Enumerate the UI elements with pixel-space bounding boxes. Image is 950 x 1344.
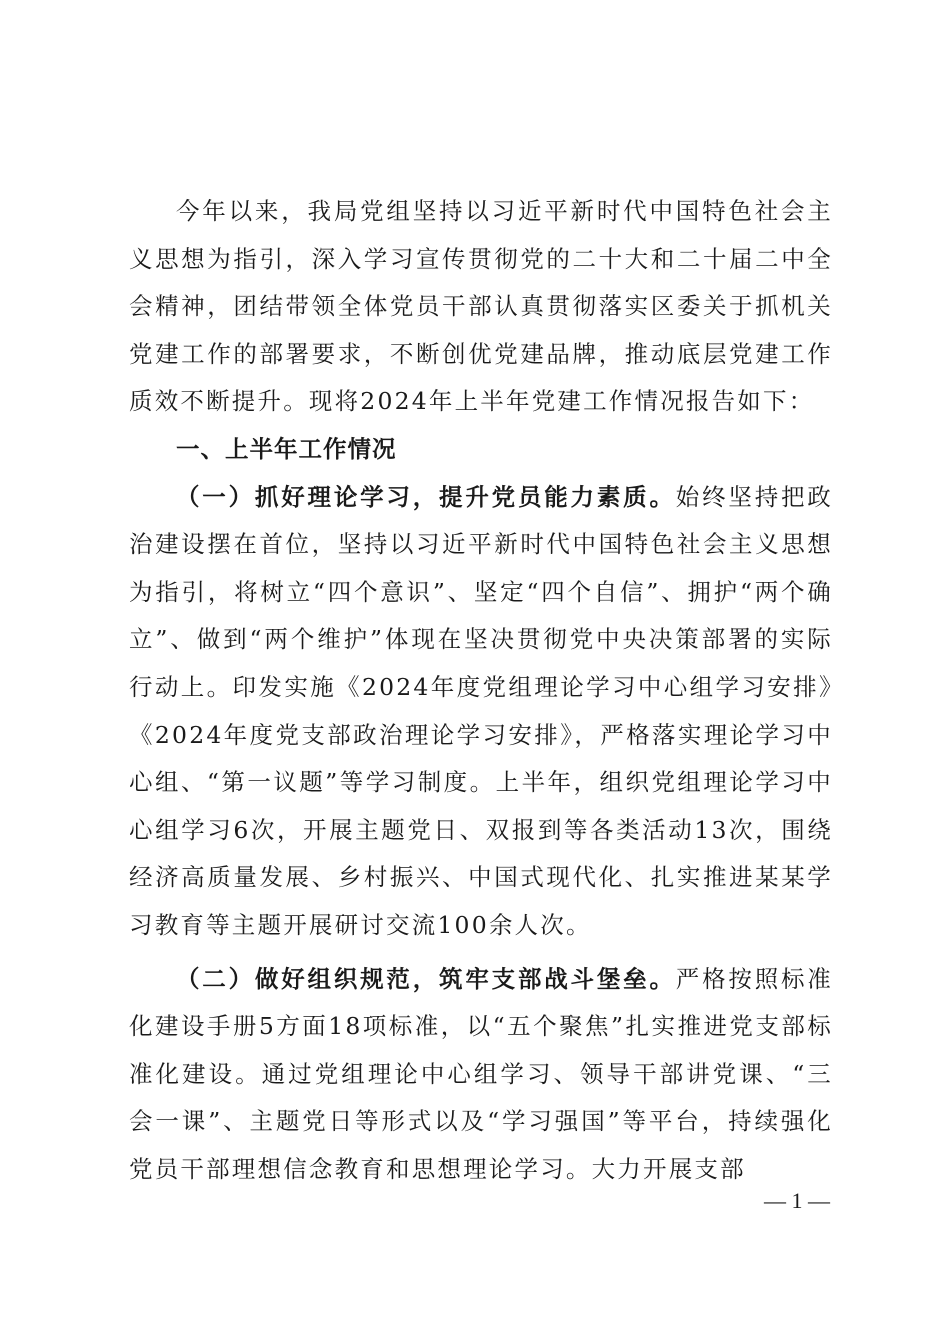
page-number: — 1 — [764,1188,830,1213]
item-1-paragraph [129,474,833,950]
item-2-body: 严格按照标准化建设手册5方面18项标准，以“五个聚焦”扎实推进党支部标准化建设。通过党组理论中心组学习、领导干部讲党课、“三会一课”、主题党日等形式以及“学习强国”等平台，持续强化党员干部理想信念教育和思想理论学习。大力开展支部 [129,964,833,1183]
item-1-lead: （一）抓好理论学习，提升党员能力素质。 [176,482,676,511]
document-body [129,188,833,1193]
item-2-lead: （二）做好组织规范，筑牢支部战斗堡垒。 [176,964,676,993]
intro-paragraph: 今年以来，我局党组坚持以习近平新时代中国特色社会主义思想为指引，深入学习宣传贯彻党的二十大和二十届二中全会精神，团结带领全体党员干部认真贯彻落实区委关于抓机关党建工作的部署要求，不断创优党建品牌，推动底层党建工作质效不断提升。现将2024年上半年党建工作情况报告如下： [129,197,833,416]
item-2-paragraph [129,956,833,1194]
section-heading: 一、上半年工作情况 [176,434,397,463]
item-1-body: 始终坚持把政治建设摆在首位，坚持以习近平新时代中国特色社会主义思想为指引，将树立“四个意识”、坚定“四个自信”、拥护“两个确立”、做到“两个维护”体现在坚决贯彻党中央决策部署的实际行动上。印发实施《2024年度党组理论学习中心组学习安排》《2024年度党支部政治理论学习安排》，严格落实理论学习中心组、“第一议题”等学习制度。上半年，组织党组理论学习中心组学习6次，开展主题党日、双报到等各类活动13次，围绕经济高质量发展、乡村振兴、中国式现代化、扎实推进某某学习教育等主题开展研讨交流100余人次。 [129,482,833,939]
